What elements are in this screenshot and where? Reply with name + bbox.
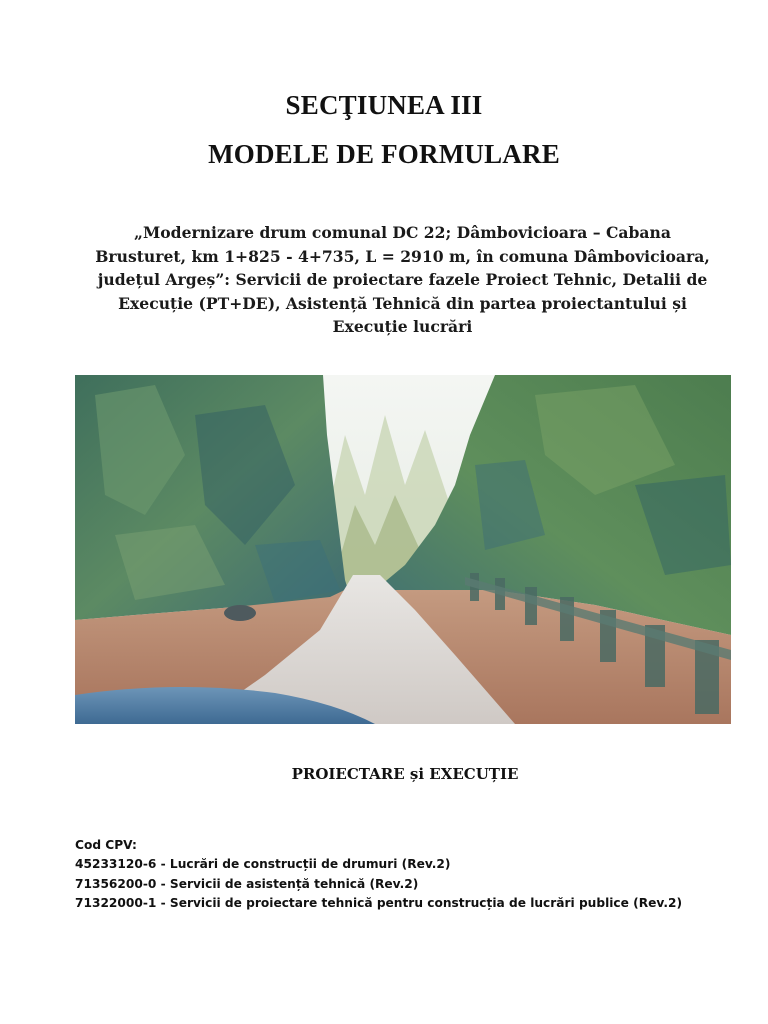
cpv-code: 45233120-6 - Lucrări de construcții de drumuri (Rev.2) xyxy=(75,857,451,872)
project-line: Execuție lucrări xyxy=(332,317,473,336)
cpv-block xyxy=(75,836,682,914)
gorge-road-photo xyxy=(75,375,731,724)
activity-label: PROIECTARE și EXECUȚIE xyxy=(291,765,519,783)
project-line: județul Argeș”: Servicii de proiectare fazele Proiect Tehnic, Detalii de xyxy=(97,270,708,289)
project-line: Execuție (PT+DE), Asistență Tehnică din partea proiectantului și xyxy=(118,293,687,313)
project-line: „Modernizare drum comunal DC 22; Dâmbovicioara – Cabana xyxy=(134,223,671,242)
cpv-code: 71322000-1 - Servicii de proiectare tehnică pentru construcția de lucrări publice (Rev.2) xyxy=(75,896,683,911)
project-description xyxy=(80,221,725,339)
cpv-label: Cod CPV: xyxy=(75,838,137,852)
section-title: SECŢIUNEA III xyxy=(285,90,483,120)
cpv-code: 71356200-0 - Servicii de asistență tehnică (Rev.2) xyxy=(75,876,419,891)
project-line: Brusturet, km 1+825 - 4+735, L = 2910 m, în comuna Dâmbovicioara, xyxy=(95,246,710,266)
forms-title: MODELE DE FORMULARE xyxy=(208,139,560,169)
